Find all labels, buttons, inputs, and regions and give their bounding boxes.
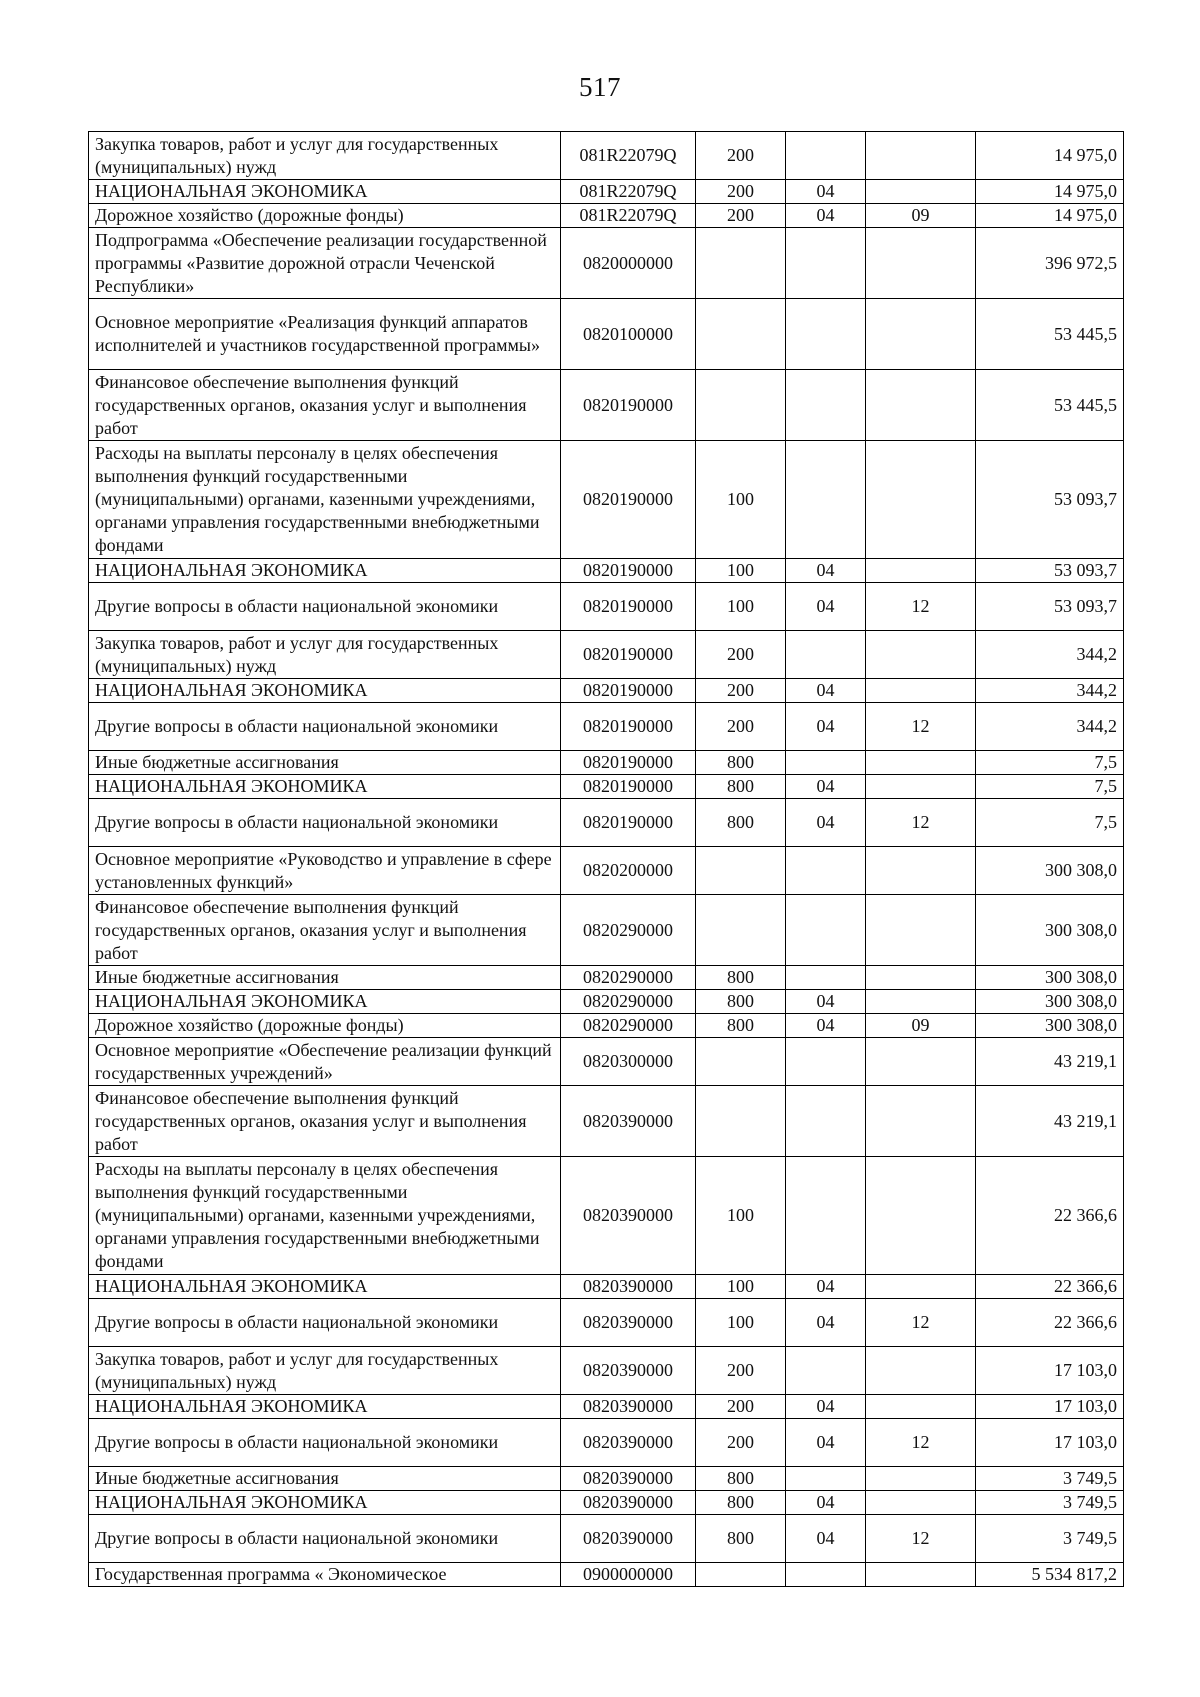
row-subsection-cell bbox=[866, 847, 976, 895]
row-sum-cell: 3 749,5 bbox=[976, 1515, 1124, 1563]
row-subsection-cell: 12 bbox=[866, 703, 976, 751]
table-row bbox=[89, 1419, 1124, 1467]
row-expense-type-cell: 100 bbox=[696, 441, 786, 559]
row-subsection-cell: 12 bbox=[866, 1299, 976, 1347]
row-subsection-cell bbox=[866, 228, 976, 299]
row-section-cell: 04 bbox=[786, 204, 866, 228]
table-row bbox=[89, 180, 1124, 204]
row-subsection-cell bbox=[866, 1157, 976, 1275]
row-section-cell bbox=[786, 370, 866, 441]
row-section-cell bbox=[786, 1563, 866, 1587]
row-expense-type-cell: 200 bbox=[696, 180, 786, 204]
row-expense-type-cell: 800 bbox=[696, 966, 786, 990]
row-code-cell: 0820100000 bbox=[561, 299, 696, 370]
row-code-cell: 0820390000 bbox=[561, 1419, 696, 1467]
row-subsection-cell: 12 bbox=[866, 1419, 976, 1467]
table-row bbox=[89, 583, 1124, 631]
row-expense-type-cell bbox=[696, 370, 786, 441]
row-sum-cell: 14 975,0 bbox=[976, 180, 1124, 204]
row-section-cell: 04 bbox=[786, 679, 866, 703]
table-row bbox=[89, 299, 1124, 370]
table-row bbox=[89, 559, 1124, 583]
row-code-cell: 0820000000 bbox=[561, 228, 696, 299]
row-name-cell: Другие вопросы в области национальной экономики bbox=[89, 703, 561, 751]
table-row bbox=[89, 1347, 1124, 1395]
row-code-cell: 0820390000 bbox=[561, 1157, 696, 1275]
row-section-cell: 04 bbox=[786, 703, 866, 751]
row-section-cell bbox=[786, 441, 866, 559]
table-row bbox=[89, 132, 1124, 180]
table-row bbox=[89, 990, 1124, 1014]
row-sum-cell: 344,2 bbox=[976, 679, 1124, 703]
row-section-cell bbox=[786, 1038, 866, 1086]
row-section-cell bbox=[786, 895, 866, 966]
row-sum-cell: 17 103,0 bbox=[976, 1395, 1124, 1419]
row-code-cell: 0900000000 bbox=[561, 1563, 696, 1587]
row-expense-type-cell: 800 bbox=[696, 1014, 786, 1038]
row-section-cell bbox=[786, 132, 866, 180]
table-row bbox=[89, 204, 1124, 228]
row-expense-type-cell: 800 bbox=[696, 1467, 786, 1491]
row-expense-type-cell: 800 bbox=[696, 990, 786, 1014]
page-number: 517 bbox=[579, 72, 621, 102]
row-name-cell: НАЦИОНАЛЬНАЯ ЭКОНОМИКА bbox=[89, 1275, 561, 1299]
row-sum-cell: 7,5 bbox=[976, 751, 1124, 775]
row-section-cell: 04 bbox=[786, 1491, 866, 1515]
row-subsection-cell bbox=[866, 990, 976, 1014]
table-row bbox=[89, 1515, 1124, 1563]
table-row bbox=[89, 679, 1124, 703]
table-row bbox=[89, 1086, 1124, 1157]
row-section-cell bbox=[786, 228, 866, 299]
row-sum-cell: 22 366,6 bbox=[976, 1299, 1124, 1347]
row-code-cell: 0820190000 bbox=[561, 441, 696, 559]
row-expense-type-cell: 200 bbox=[696, 631, 786, 679]
row-section-cell bbox=[786, 966, 866, 990]
row-subsection-cell bbox=[866, 1275, 976, 1299]
row-sum-cell: 22 366,6 bbox=[976, 1275, 1124, 1299]
row-sum-cell: 300 308,0 bbox=[976, 1014, 1124, 1038]
row-expense-type-cell: 800 bbox=[696, 799, 786, 847]
row-subsection-cell bbox=[866, 1347, 976, 1395]
row-sum-cell: 14 975,0 bbox=[976, 132, 1124, 180]
row-name-cell: Иные бюджетные ассигнования bbox=[89, 1467, 561, 1491]
row-expense-type-cell: 200 bbox=[696, 1395, 786, 1419]
row-expense-type-cell: 100 bbox=[696, 559, 786, 583]
row-section-cell: 04 bbox=[786, 559, 866, 583]
row-code-cell: 0820390000 bbox=[561, 1299, 696, 1347]
table-row bbox=[89, 847, 1124, 895]
table-row bbox=[89, 1014, 1124, 1038]
row-subsection-cell bbox=[866, 1491, 976, 1515]
row-code-cell: 0820290000 bbox=[561, 1014, 696, 1038]
row-section-cell: 04 bbox=[786, 775, 866, 799]
row-code-cell: 0820390000 bbox=[561, 1347, 696, 1395]
row-sum-cell: 14 975,0 bbox=[976, 204, 1124, 228]
row-name-cell: Закупка товаров, работ и услуг для государственных (муниципальных) нужд bbox=[89, 1347, 561, 1395]
row-code-cell: 0820190000 bbox=[561, 703, 696, 751]
row-sum-cell: 43 219,1 bbox=[976, 1086, 1124, 1157]
row-code-cell: 081R22079Q bbox=[561, 132, 696, 180]
row-sum-cell: 43 219,1 bbox=[976, 1038, 1124, 1086]
row-code-cell: 0820290000 bbox=[561, 895, 696, 966]
row-subsection-cell: 09 bbox=[866, 1014, 976, 1038]
table-row bbox=[89, 370, 1124, 441]
row-section-cell bbox=[786, 847, 866, 895]
row-expense-type-cell: 800 bbox=[696, 1515, 786, 1563]
table-row bbox=[89, 1395, 1124, 1419]
row-section-cell bbox=[786, 751, 866, 775]
table-row bbox=[89, 1563, 1124, 1587]
row-expense-type-cell bbox=[696, 1086, 786, 1157]
row-name-cell: Расходы на выплаты персоналу в целях обеспечения выполнения функций государственными (муниципальными) органами, казенными учреждениями, органами управления государственными внебюджетными фондами bbox=[89, 441, 561, 559]
row-sum-cell: 5 534 817,2 bbox=[976, 1563, 1124, 1587]
row-name-cell: Государственная программа « Экономическое bbox=[89, 1563, 561, 1587]
row-section-cell: 04 bbox=[786, 990, 866, 1014]
table-row bbox=[89, 1491, 1124, 1515]
table-row bbox=[89, 966, 1124, 990]
row-code-cell: 0820190000 bbox=[561, 631, 696, 679]
row-subsection-cell: 12 bbox=[866, 1515, 976, 1563]
table-row bbox=[89, 895, 1124, 966]
row-expense-type-cell: 100 bbox=[696, 583, 786, 631]
row-code-cell: 0820390000 bbox=[561, 1515, 696, 1563]
row-name-cell: Основное мероприятие «Руководство и управление в сфере установленных функций» bbox=[89, 847, 561, 895]
row-sum-cell: 17 103,0 bbox=[976, 1347, 1124, 1395]
row-name-cell: НАЦИОНАЛЬНАЯ ЭКОНОМИКА bbox=[89, 559, 561, 583]
row-name-cell: Финансовое обеспечение выполнения функций государственных органов, оказания услуг и выполнения работ bbox=[89, 370, 561, 441]
row-name-cell: Закупка товаров, работ и услуг для государственных (муниципальных) нужд bbox=[89, 132, 561, 180]
row-code-cell: 0820190000 bbox=[561, 679, 696, 703]
row-sum-cell: 300 308,0 bbox=[976, 990, 1124, 1014]
row-code-cell: 0820190000 bbox=[561, 775, 696, 799]
row-code-cell: 0820290000 bbox=[561, 966, 696, 990]
table-row bbox=[89, 1467, 1124, 1491]
table-row bbox=[89, 1275, 1124, 1299]
row-code-cell: 0820390000 bbox=[561, 1086, 696, 1157]
row-sum-cell: 344,2 bbox=[976, 631, 1124, 679]
row-section-cell: 04 bbox=[786, 1299, 866, 1347]
row-subsection-cell bbox=[866, 775, 976, 799]
table-row bbox=[89, 1038, 1124, 1086]
row-section-cell bbox=[786, 1347, 866, 1395]
row-expense-type-cell bbox=[696, 228, 786, 299]
row-subsection-cell bbox=[866, 1038, 976, 1086]
row-code-cell: 0820190000 bbox=[561, 583, 696, 631]
row-name-cell: НАЦИОНАЛЬНАЯ ЭКОНОМИКА bbox=[89, 775, 561, 799]
row-name-cell: Иные бюджетные ассигнования bbox=[89, 966, 561, 990]
row-sum-cell: 53 093,7 bbox=[976, 583, 1124, 631]
row-subsection-cell bbox=[866, 1395, 976, 1419]
table-row bbox=[89, 1157, 1124, 1275]
row-sum-cell: 300 308,0 bbox=[976, 966, 1124, 990]
row-expense-type-cell: 800 bbox=[696, 1491, 786, 1515]
table-row bbox=[89, 751, 1124, 775]
row-section-cell: 04 bbox=[786, 1014, 866, 1038]
row-section-cell bbox=[786, 1086, 866, 1157]
row-name-cell: Другие вопросы в области национальной экономики bbox=[89, 1515, 561, 1563]
row-sum-cell: 7,5 bbox=[976, 775, 1124, 799]
row-subsection-cell: 12 bbox=[866, 583, 976, 631]
row-name-cell: НАЦИОНАЛЬНАЯ ЭКОНОМИКА bbox=[89, 1395, 561, 1419]
row-sum-cell: 53 445,5 bbox=[976, 370, 1124, 441]
row-expense-type-cell: 100 bbox=[696, 1157, 786, 1275]
row-sum-cell: 3 749,5 bbox=[976, 1491, 1124, 1515]
row-name-cell: НАЦИОНАЛЬНАЯ ЭКОНОМИКА bbox=[89, 679, 561, 703]
table-row bbox=[89, 775, 1124, 799]
row-subsection-cell bbox=[866, 631, 976, 679]
row-sum-cell: 22 366,6 bbox=[976, 1157, 1124, 1275]
row-subsection-cell bbox=[866, 1563, 976, 1587]
row-name-cell: Другие вопросы в области национальной экономики bbox=[89, 1299, 561, 1347]
row-code-cell: 0820390000 bbox=[561, 1395, 696, 1419]
row-code-cell: 0820390000 bbox=[561, 1467, 696, 1491]
row-code-cell: 0820190000 bbox=[561, 370, 696, 441]
row-sum-cell: 53 445,5 bbox=[976, 299, 1124, 370]
row-code-cell: 0820190000 bbox=[561, 751, 696, 775]
row-expense-type-cell: 200 bbox=[696, 1419, 786, 1467]
row-name-cell: Подпрограмма «Обеспечение реализации государственной программы «Развитие дорожной отрасли Чеченской Республики» bbox=[89, 228, 561, 299]
row-code-cell: 0820300000 bbox=[561, 1038, 696, 1086]
row-subsection-cell bbox=[866, 441, 976, 559]
row-expense-type-cell: 200 bbox=[696, 679, 786, 703]
row-section-cell: 04 bbox=[786, 583, 866, 631]
row-code-cell: 0820200000 bbox=[561, 847, 696, 895]
row-subsection-cell bbox=[866, 559, 976, 583]
row-name-cell: Иные бюджетные ассигнования bbox=[89, 751, 561, 775]
row-sum-cell: 300 308,0 bbox=[976, 847, 1124, 895]
row-expense-type-cell bbox=[696, 299, 786, 370]
row-name-cell: НАЦИОНАЛЬНАЯ ЭКОНОМИКА bbox=[89, 180, 561, 204]
row-section-cell bbox=[786, 1157, 866, 1275]
row-expense-type-cell: 800 bbox=[696, 775, 786, 799]
row-name-cell: Другие вопросы в области национальной экономики bbox=[89, 583, 561, 631]
row-sum-cell: 17 103,0 bbox=[976, 1419, 1124, 1467]
row-expense-type-cell: 100 bbox=[696, 1299, 786, 1347]
row-name-cell: Основное мероприятие «Реализация функций аппаратов исполнителей и участников государственной программы» bbox=[89, 299, 561, 370]
row-sum-cell: 3 749,5 bbox=[976, 1467, 1124, 1491]
budget-table-body bbox=[89, 132, 1124, 1587]
table-row bbox=[89, 228, 1124, 299]
row-code-cell: 0820290000 bbox=[561, 990, 696, 1014]
table-row bbox=[89, 1299, 1124, 1347]
row-name-cell: Расходы на выплаты персоналу в целях обеспечения выполнения функций государственными (муниципальными) органами, казенными учреждениями, органами управления государственными внебюджетными фондами bbox=[89, 1157, 561, 1275]
row-sum-cell: 7,5 bbox=[976, 799, 1124, 847]
row-section-cell bbox=[786, 299, 866, 370]
row-name-cell: Финансовое обеспечение выполнения функций государственных органов, оказания услуг и выполнения работ bbox=[89, 895, 561, 966]
table-row bbox=[89, 703, 1124, 751]
row-expense-type-cell bbox=[696, 1038, 786, 1086]
row-name-cell: Дорожное хозяйство (дорожные фонды) bbox=[89, 1014, 561, 1038]
row-code-cell: 0820190000 bbox=[561, 559, 696, 583]
row-section-cell: 04 bbox=[786, 1275, 866, 1299]
row-section-cell: 04 bbox=[786, 799, 866, 847]
row-name-cell: НАЦИОНАЛЬНАЯ ЭКОНОМИКА bbox=[89, 990, 561, 1014]
row-expense-type-cell bbox=[696, 895, 786, 966]
table-row bbox=[89, 631, 1124, 679]
row-code-cell: 0820190000 bbox=[561, 799, 696, 847]
row-subsection-cell bbox=[866, 1467, 976, 1491]
row-expense-type-cell: 200 bbox=[696, 703, 786, 751]
row-subsection-cell: 12 bbox=[866, 799, 976, 847]
row-subsection-cell bbox=[866, 132, 976, 180]
row-expense-type-cell bbox=[696, 1563, 786, 1587]
row-name-cell: НАЦИОНАЛЬНАЯ ЭКОНОМИКА bbox=[89, 1491, 561, 1515]
row-sum-cell: 344,2 bbox=[976, 703, 1124, 751]
row-section-cell: 04 bbox=[786, 1395, 866, 1419]
row-subsection-cell bbox=[866, 895, 976, 966]
row-name-cell: Другие вопросы в области национальной экономики bbox=[89, 799, 561, 847]
row-code-cell: 081R22079Q bbox=[561, 204, 696, 228]
row-sum-cell: 53 093,7 bbox=[976, 441, 1124, 559]
row-subsection-cell bbox=[866, 751, 976, 775]
row-name-cell: Другие вопросы в области национальной экономики bbox=[89, 1419, 561, 1467]
row-section-cell: 04 bbox=[786, 1515, 866, 1563]
row-subsection-cell bbox=[866, 299, 976, 370]
row-section-cell bbox=[786, 631, 866, 679]
row-code-cell: 0820390000 bbox=[561, 1491, 696, 1515]
row-expense-type-cell: 200 bbox=[696, 132, 786, 180]
row-name-cell: Основное мероприятие «Обеспечение реализации функций государственных учреждений» bbox=[89, 1038, 561, 1086]
row-name-cell: Закупка товаров, работ и услуг для государственных (муниципальных) нужд bbox=[89, 631, 561, 679]
row-section-cell: 04 bbox=[786, 180, 866, 204]
row-section-cell: 04 bbox=[786, 1419, 866, 1467]
row-expense-type-cell bbox=[696, 847, 786, 895]
row-subsection-cell bbox=[866, 370, 976, 441]
budget-table bbox=[88, 131, 1124, 1587]
table-row bbox=[89, 799, 1124, 847]
row-expense-type-cell: 100 bbox=[696, 1275, 786, 1299]
table-row bbox=[89, 441, 1124, 559]
row-expense-type-cell: 200 bbox=[696, 204, 786, 228]
row-sum-cell: 53 093,7 bbox=[976, 559, 1124, 583]
row-subsection-cell bbox=[866, 1086, 976, 1157]
row-sum-cell: 300 308,0 bbox=[976, 895, 1124, 966]
row-subsection-cell bbox=[866, 180, 976, 204]
row-expense-type-cell: 800 bbox=[696, 751, 786, 775]
row-code-cell: 0820390000 bbox=[561, 1275, 696, 1299]
row-name-cell: Финансовое обеспечение выполнения функций государственных органов, оказания услуг и выполнения работ bbox=[89, 1086, 561, 1157]
row-name-cell: Дорожное хозяйство (дорожные фонды) bbox=[89, 204, 561, 228]
row-subsection-cell bbox=[866, 966, 976, 990]
row-sum-cell: 396 972,5 bbox=[976, 228, 1124, 299]
row-subsection-cell bbox=[866, 679, 976, 703]
row-code-cell: 081R22079Q bbox=[561, 180, 696, 204]
row-expense-type-cell: 200 bbox=[696, 1347, 786, 1395]
row-subsection-cell: 09 bbox=[866, 204, 976, 228]
row-section-cell bbox=[786, 1467, 866, 1491]
